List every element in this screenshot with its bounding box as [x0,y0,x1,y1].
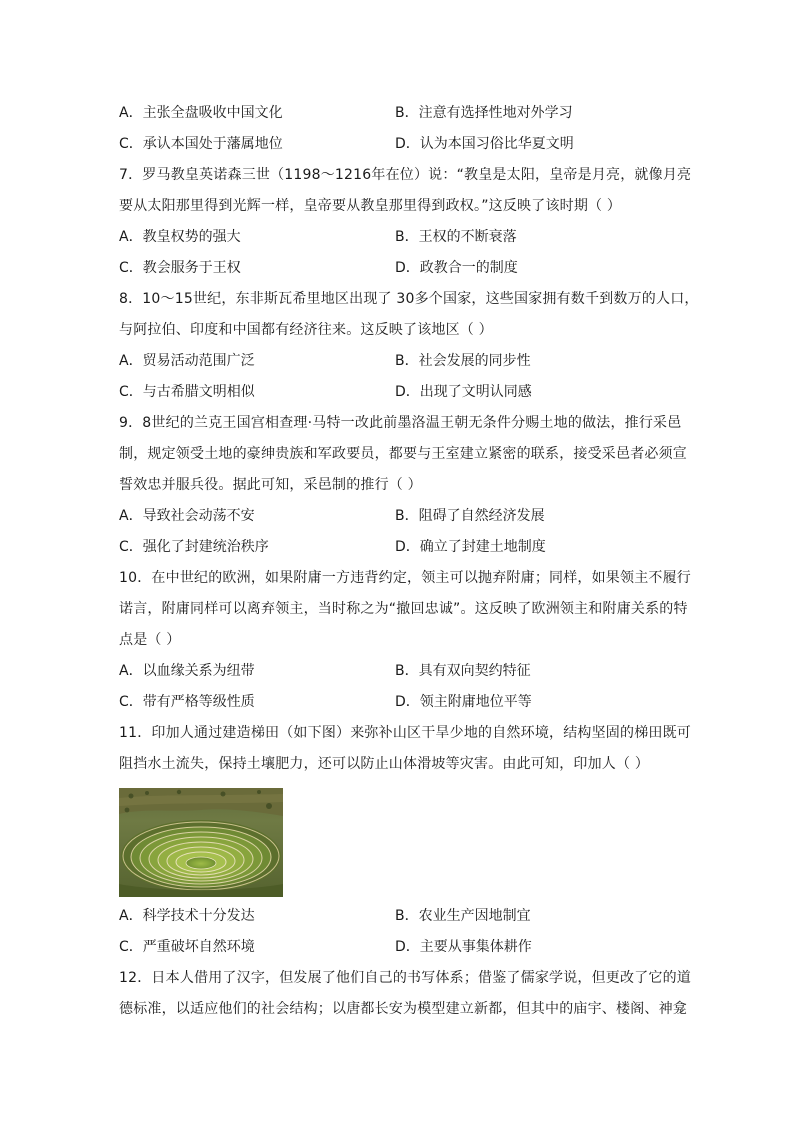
q11-options-row-1 [119,901,679,932]
q6-option-b[interactable]: B．注意有选择性地对外学习 [395,105,573,121]
q9-option-a[interactable]: A．导致社会动荡不安 [119,508,255,524]
q9-stem-line-3: 誓效忠并服兵役。据此可知，采邑制的推行（ ） [119,477,422,493]
q10-stem-line-2: 诺言，附庸同样可以离弃领主，当时称之为“撤回忠诚”。这反映了欧洲领主和附庸关系的特 [119,601,688,617]
q9-option-c[interactable]: C．强化了封建统治秩序 [119,539,269,555]
q7-option-c[interactable]: C．教会服务于王权 [119,260,241,276]
q10-options-row-1 [119,656,679,687]
q9-options-row-2 [119,532,679,563]
q9-option-b[interactable]: B．阻碍了自然经济发展 [395,508,545,524]
q10-option-c[interactable]: C．带有严格等级性质 [119,694,255,710]
terrace-illustration [119,788,283,897]
q9-option-d[interactable]: D．确立了封建土地制度 [395,539,546,555]
q11-option-c[interactable]: C．严重破坏自然环境 [119,939,255,955]
q10-stem-line-1: 10．在中世纪的欧洲，如果附庸一方违背约定，领主可以抛弃附庸；同样，如果领主不履行 [119,570,692,586]
q7-options-row-2 [119,253,679,284]
question-content [119,98,699,1025]
q8-options-row-2 [119,377,679,408]
q8-options-row-1 [119,346,679,377]
q8-stem-line-1: 8．10～15世纪，东非斯瓦希里地区出现了 30多个国家，这些国家拥有数千到数万的人口， [119,291,699,307]
q9-options-row-1 [119,501,679,532]
q8-option-d[interactable]: D．出现了文明认同感 [395,384,532,400]
q7-stem-line-2: 要从太阳那里得到光辉一样，皇帝要从教皇那里得到政权。”这反映了该时期（ ） [119,198,622,214]
q12-stem-line-2: 德标准，以适应他们的社会结构；以唐都长安为模型建立新都，但其中的庙宇、楼阁、神龛 [119,1001,687,1017]
q6-option-a[interactable]: A．主张全盘吸收中国文化 [119,105,283,121]
q11-option-b[interactable]: B．农业生产因地制宜 [395,908,531,924]
q7-option-d[interactable]: D．政教合一的制度 [395,260,518,276]
terrace-photo [119,788,283,897]
q10-stem-line-3: 点是（ ） [119,632,181,648]
q8-option-a[interactable]: A．贸易活动范围广泛 [119,353,255,369]
q8-stem-line-2: 与阿拉伯、印度和中国都有经济往来。这反映了该地区（ ） [119,322,493,338]
q6-option-d[interactable]: D．认为本国习俗比华夏文明 [395,136,574,152]
q6-options-row-2 [119,129,679,160]
q6-option-c[interactable]: C．承认本国处于藩属地位 [119,136,283,152]
q8-option-c[interactable]: C．与古希腊文明相似 [119,384,255,400]
q7-options-row-1 [119,222,679,253]
q7-option-b[interactable]: B．王权的不断衰落 [395,229,517,245]
q6-options-row-1 [119,98,679,129]
q10-option-d[interactable]: D．领主附庸地位平等 [395,694,532,710]
q11-stem-line-2: 阻挡水土流失，保持土壤肥力，还可以防止山体滑坡等灾害。由此可知，印加人（ ） [119,756,650,772]
q11-option-a[interactable]: A．科学技术十分发达 [119,908,255,924]
q8-option-b[interactable]: B．社会发展的同步性 [395,353,531,369]
q9-stem-line-2: 制，规定领受土地的豪绅贵族和军政要员，都要与王室建立紧密的联系，接受采邑者必须宣 [119,446,687,462]
q10-option-b[interactable]: B．具有双向契约特征 [395,663,531,679]
q7-stem-line-1: 7．罗马教皇英诺森三世（1198～1216年在位）说：“教皇是太阳，皇帝是月亮，就像月亮 [119,167,692,183]
q11-options-row-2 [119,932,679,963]
q11-stem-line-1: 11．印加人通过建造梯田（如下图）来弥补山区干旱少地的自然环境，结构坚固的梯田既可 [119,725,692,741]
q7-option-a[interactable]: A．教皇权势的强大 [119,229,241,245]
q12-stem-line-1: 12．日本人借用了汉字，但发展了他们自己的书写体系；借鉴了儒家学说，但更改了它的道 [119,970,692,986]
q11-option-d[interactable]: D．主要从事集体耕作 [395,939,532,955]
q10-options-row-2 [119,687,679,718]
q9-stem-line-1: 9．8世纪的兰克王国宫相查理·马特一改此前墨洛温王朝无条件分赐土地的做法，推行采邑 [119,415,682,431]
q10-option-a[interactable]: A．以血缘关系为纽带 [119,663,255,679]
